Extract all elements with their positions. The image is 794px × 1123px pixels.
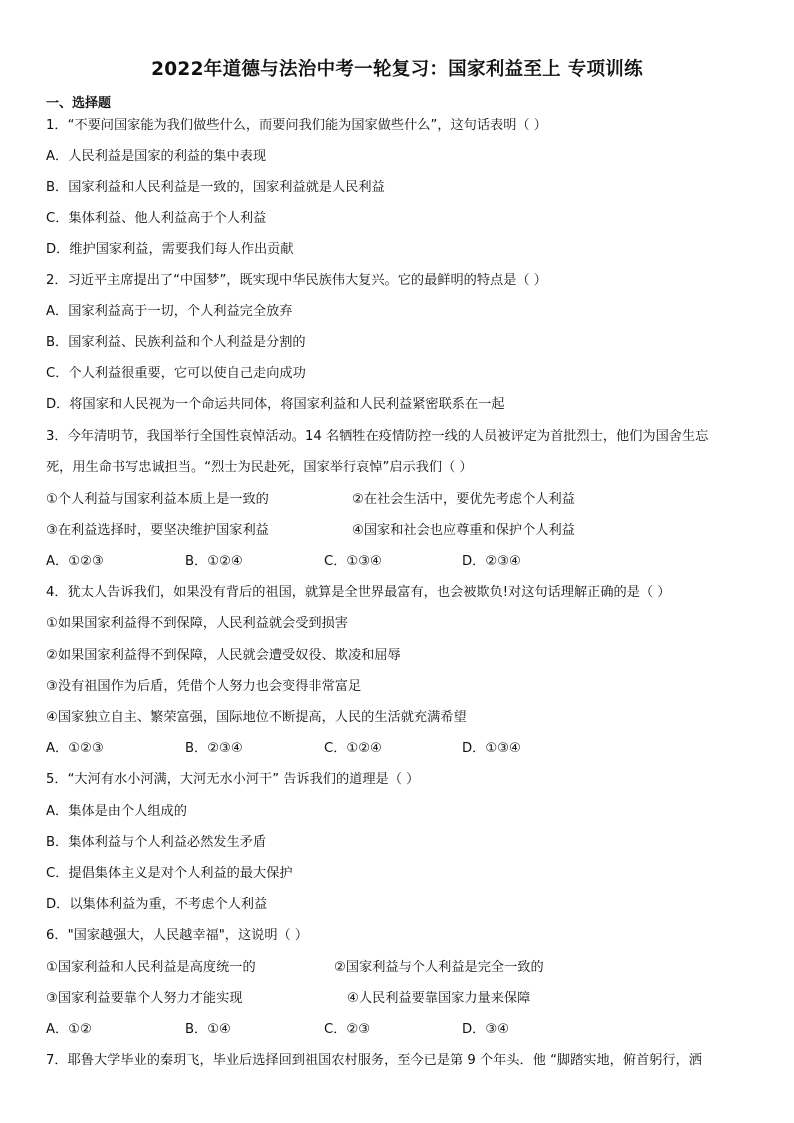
question-1-option-c: C．集体利益、他人利益高于个人利益: [46, 211, 267, 226]
question-6-stem: 6．"国家越强大，人民越幸福"，这说明（ ）: [46, 928, 309, 943]
question-4-statement-1: ①如果国家利益得不到保障，人民利益就会受到损害: [46, 616, 348, 631]
question-7-stem: 7．耶鲁大学毕业的秦玥飞，毕业后选择回到祖国农村服务，至今已是第 9 个年头．他 “脚踏实地，俯首躬行，洒: [46, 1053, 702, 1068]
question-4-option-d: D．①③④: [462, 741, 521, 756]
question-5-stem: 5．“大河有水小河满，大河无水小河干” 告诉我们的道理是（ ）: [46, 772, 420, 787]
question-2-option-a: A．国家利益高于一切，个人利益完全放弃: [46, 304, 293, 319]
question-3-stem-continued: 死，用生命书写忠诚担当。“烈士为民赴死，国家举行哀悼”启示我们（ ）: [46, 460, 473, 475]
question-1-stem: 1．“不要问国家能为我们做些什么，而要问我们能为国家做些什么”，这句话表明（ ）: [46, 118, 547, 133]
question-4-statement-3: ③没有祖国作为后盾，凭借个人努力也会变得非常富足: [46, 679, 362, 694]
question-2-option-d: D．将国家和人民视为一个命运共同体，将国家利益和人民利益紧密联系在一起: [46, 397, 505, 412]
question-6-option-d: D．③④: [462, 1022, 509, 1037]
question-6-statement-4: ④人民利益要靠国家力量来保障: [347, 991, 531, 1006]
question-4-stem: 4．犹太人告诉我们，如果没有背后的祖国，就算是全世界最富有，也会被欺负!对这句话理解正确的是（ ）: [46, 585, 671, 600]
question-6-option-b: B．①④: [185, 1022, 231, 1037]
question-4-option-a: A．①②③: [46, 741, 104, 756]
question-3-statement-2: ②在社会生活中，要优先考虑个人利益: [352, 492, 575, 507]
question-3-stem: 3．今年清明节，我国举行全国性哀悼活动。14 名牺牲在疫情防控一线的人员被评定为首批烈士，他们为国舍生忘: [46, 429, 709, 444]
question-6-statement-1: ①国家利益和人民利益是高度统一的: [46, 960, 256, 975]
question-3-option-a: A．①②③: [46, 554, 104, 569]
question-3-option-d: D．②③④: [462, 554, 521, 569]
question-6-statement-2: ②国家利益与个人利益是完全一致的: [334, 960, 544, 975]
question-1-option-b: B．国家利益和人民利益是一致的，国家利益就是人民利益: [46, 180, 385, 195]
question-4-statement-4: ④国家独立自主、繁荣富强，国际地位不断提高，人民的生活就充满希望: [46, 710, 467, 725]
question-6-statement-3: ③国家利益要靠个人努力才能实现: [46, 991, 243, 1006]
question-6-option-a: A．①②: [46, 1022, 92, 1037]
question-4-statement-2: ②如果国家利益得不到保障，人民就会遭受奴役、欺凌和屈辱: [46, 648, 401, 663]
section-heading: 一、选择题: [46, 96, 112, 111]
question-3-option-c: C．①③④: [324, 554, 382, 569]
question-3-statement-4: ④国家和社会也应尊重和保护个人利益: [352, 523, 575, 538]
question-1-option-a: A．人民利益是国家的利益的集中表现: [46, 149, 267, 164]
question-2-option-b: B．国家利益、民族利益和个人利益是分割的: [46, 335, 306, 350]
question-3-statement-1: ①个人利益与国家利益本质上是一致的: [46, 492, 269, 507]
question-4-option-c: C．①②④: [324, 741, 382, 756]
question-3-statement-3: ③在利益选择时，要坚决维护国家利益: [46, 523, 269, 538]
question-2-stem: 2．习近平主席提出了“中国梦”，既实现中华民族伟大复兴。它的最鲜明的特点是（ ）: [46, 273, 547, 288]
page-title: 2022年道德与法治中考一轮复习：国家利益至上 专项训练: [151, 59, 643, 80]
question-4-option-b: B．②③④: [185, 741, 243, 756]
question-5-option-d: D．以集体利益为重，不考虑个人利益: [46, 897, 268, 912]
question-5-option-b: B．集体利益与个人利益必然发生矛盾: [46, 835, 267, 850]
question-1-option-d: D．维护国家利益，需要我们每人作出贡献: [46, 242, 294, 257]
question-2-option-c: C．个人利益很重要，它可以使自己走向成功: [46, 366, 306, 381]
question-6-option-c: C．②③: [324, 1022, 371, 1037]
question-3-option-b: B．①②④: [185, 554, 243, 569]
question-5-option-c: C．提倡集体主义是对个人利益的最大保护: [46, 866, 293, 881]
question-5-option-a: A．集体是由个人组成的: [46, 804, 187, 819]
